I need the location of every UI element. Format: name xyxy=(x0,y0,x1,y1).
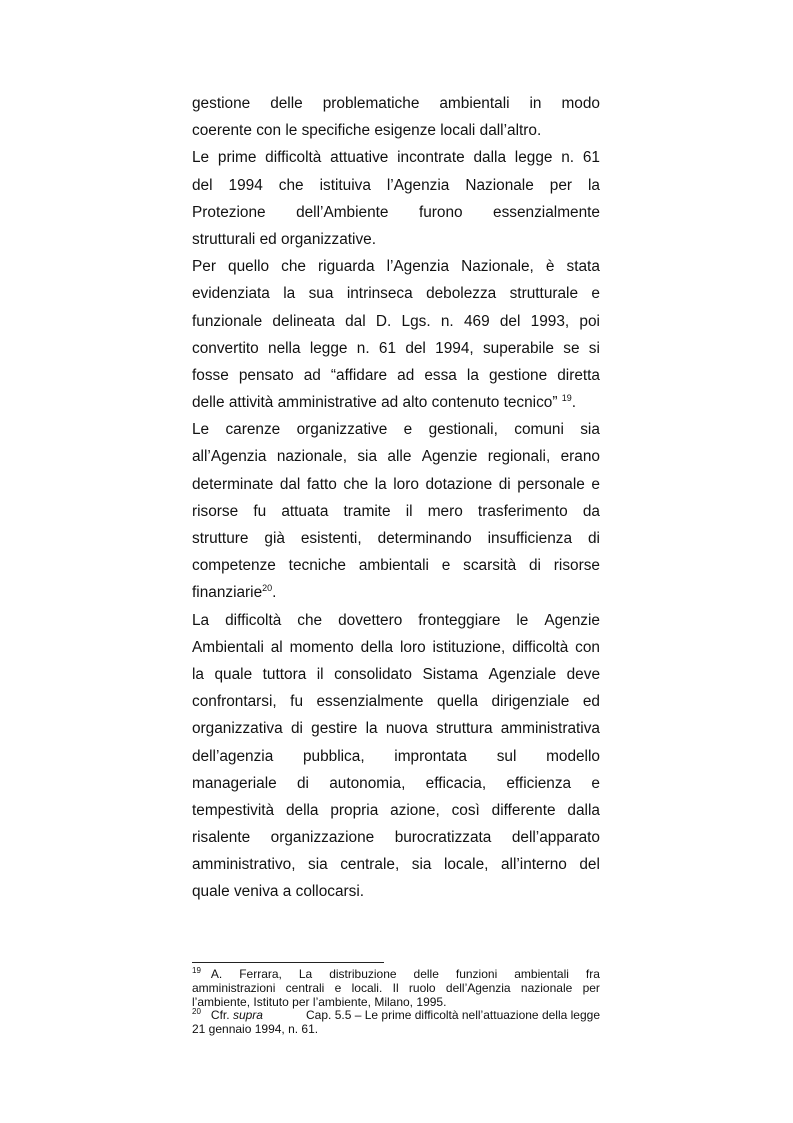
word: il xyxy=(405,502,413,520)
word: organizzazione xyxy=(270,829,375,847)
word: D. xyxy=(375,312,392,330)
word: quella xyxy=(436,693,479,711)
word: di xyxy=(296,774,309,792)
text-line xyxy=(192,335,600,362)
word: tuttora xyxy=(262,665,307,683)
word: è xyxy=(545,258,555,276)
word: Ambientali xyxy=(192,638,264,656)
word: trasferimento xyxy=(477,502,568,520)
word: sul xyxy=(496,747,517,765)
word: efficacia, xyxy=(425,774,487,792)
word: dirigenziale xyxy=(491,693,570,711)
word: determinate xyxy=(192,475,274,493)
word: l’Agenzia xyxy=(386,258,450,276)
footnote-text: Cap. 5.5 – Le prime difficoltà nell’attuazione della legge xyxy=(306,1008,600,1023)
word: ambientali xyxy=(439,95,510,112)
word: risorse xyxy=(192,502,239,520)
word: ad xyxy=(381,394,399,412)
word: strutturali xyxy=(192,230,256,248)
word: insufficienza xyxy=(487,530,573,547)
footnotes xyxy=(192,968,600,1037)
word: La xyxy=(192,611,210,629)
word: modello xyxy=(546,747,600,765)
word: ad xyxy=(303,366,321,384)
text-line xyxy=(192,416,600,443)
word: Nazionale, xyxy=(461,258,534,276)
word: carenze xyxy=(225,421,281,439)
word: Agenziale xyxy=(488,665,557,683)
text-line xyxy=(192,661,600,688)
word: risorse xyxy=(553,557,600,575)
word: diretta xyxy=(557,366,600,384)
word: ambientali xyxy=(514,967,569,981)
word: convertito xyxy=(192,339,259,357)
word: gestione xyxy=(192,95,251,112)
word: Milano, xyxy=(374,994,414,1009)
word: struttura xyxy=(436,720,493,738)
word: personale xyxy=(517,475,585,493)
word: n. xyxy=(440,312,454,330)
word: fosse xyxy=(192,366,229,384)
text-line xyxy=(192,498,600,525)
paragraph xyxy=(192,253,600,416)
word: stata xyxy=(566,258,600,276)
word: essenzialmente xyxy=(493,203,600,221)
text-line xyxy=(192,90,600,117)
word: regionali, xyxy=(487,448,551,466)
word: delineata xyxy=(272,312,335,330)
footnote-text: 21 gennaio 1994, n. 61. xyxy=(192,1022,319,1037)
word: erano xyxy=(560,448,600,466)
word: dalla xyxy=(473,149,507,167)
word: Istituto xyxy=(253,994,289,1009)
footnote-ref-20[interactable]: 20 xyxy=(262,583,273,594)
word: sia xyxy=(580,421,600,439)
text-line xyxy=(192,117,600,144)
footnote-line xyxy=(192,982,600,996)
word: per xyxy=(549,176,573,194)
text-line xyxy=(192,878,600,905)
word: di xyxy=(290,720,303,738)
word: del xyxy=(405,339,426,357)
word: all’Agenzia xyxy=(192,448,267,466)
word: fu xyxy=(253,502,267,520)
word: e xyxy=(334,980,342,995)
text-line xyxy=(192,389,600,416)
word: superabile xyxy=(482,339,554,357)
word: amministrativa xyxy=(500,720,600,738)
word: dal xyxy=(279,475,301,493)
word: fra xyxy=(585,967,600,981)
punctuation: . xyxy=(272,584,277,602)
word: essenzialmente xyxy=(316,693,424,711)
body-text xyxy=(192,90,600,906)
word: dall’altro. xyxy=(479,122,542,140)
word: da xyxy=(582,502,600,520)
word: improntata xyxy=(394,747,467,765)
word: che xyxy=(297,611,323,629)
footnote-number: 20 xyxy=(192,1007,201,1017)
word: ambientali xyxy=(358,557,429,575)
word: riguarda xyxy=(318,258,375,276)
word: scarsità xyxy=(463,557,517,575)
word: loro xyxy=(393,475,419,493)
punctuation: . xyxy=(571,394,577,412)
word: evidenziata xyxy=(192,285,270,303)
word: dell’apparato xyxy=(511,829,600,847)
word: e xyxy=(591,285,600,303)
word: debolezza xyxy=(426,285,497,303)
word: al xyxy=(270,638,283,656)
paragraph xyxy=(192,144,600,253)
word: collocarsi. xyxy=(295,883,365,901)
word: di xyxy=(587,530,600,547)
word: finanziarie$^{20}$. xyxy=(192,583,277,602)
word: si xyxy=(588,339,600,357)
word: difficoltà xyxy=(512,638,569,656)
word: sia xyxy=(308,856,328,874)
word: organizzative. xyxy=(281,230,376,248)
word: con xyxy=(256,122,282,140)
word: intrinseca xyxy=(346,285,413,303)
text-line xyxy=(192,226,600,253)
word: l’ambiente, xyxy=(192,994,251,1009)
paragraph xyxy=(192,90,600,144)
word: amministrazioni xyxy=(192,980,276,995)
word: propria xyxy=(330,801,379,819)
word: tempestività xyxy=(192,801,275,819)
word: di xyxy=(498,475,511,493)
word: nella xyxy=(268,339,301,357)
word: e xyxy=(441,557,451,575)
word: dal xyxy=(345,312,366,330)
word: 61 xyxy=(378,339,397,357)
word: dovettero xyxy=(338,611,403,629)
word: specifiche xyxy=(301,122,371,140)
paragraph xyxy=(192,607,600,906)
text-line xyxy=(192,144,600,171)
word: del xyxy=(192,176,213,194)
word: Ferrara, xyxy=(239,967,282,981)
footnote-italic: supra xyxy=(232,1008,263,1023)
word: della xyxy=(360,638,394,656)
word: Le xyxy=(192,421,210,439)
word: deve xyxy=(566,665,600,683)
word: del xyxy=(499,312,521,330)
footnote-19-lead: $^{19}$ A. xyxy=(192,966,223,981)
word: ad xyxy=(397,366,415,384)
footnote-ref-19[interactable]: 19 xyxy=(561,393,572,404)
word: risalente xyxy=(192,829,251,847)
word: delle xyxy=(413,967,439,981)
word: la xyxy=(192,665,204,683)
text-line xyxy=(192,552,600,579)
word: tecnico” $^{19}$. xyxy=(503,393,577,412)
word: difficoltà xyxy=(265,149,322,167)
word: n. xyxy=(356,339,370,357)
word: e xyxy=(403,421,413,439)
word: attività xyxy=(228,394,274,412)
word: la xyxy=(588,176,600,194)
word: ruolo xyxy=(408,980,436,995)
word: le xyxy=(516,611,529,629)
word: l’Agenzia xyxy=(386,176,450,194)
word: 1995. xyxy=(416,994,447,1009)
text-line xyxy=(192,525,600,552)
word: 1993, xyxy=(530,312,570,330)
word: azione, xyxy=(390,801,440,819)
text-line xyxy=(192,851,600,878)
word: pensato xyxy=(238,366,294,384)
text-line xyxy=(192,443,600,470)
word: efficienza xyxy=(506,774,572,792)
word: che xyxy=(343,475,369,493)
word: strutturale xyxy=(509,285,579,303)
text-line xyxy=(192,362,600,389)
footnote-19 xyxy=(192,968,600,1009)
word: gestione xyxy=(488,366,548,384)
word: quale xyxy=(214,665,253,683)
word: dell’Agenzia xyxy=(445,980,511,995)
word: locali. xyxy=(351,980,383,995)
word: fronteggiare xyxy=(418,611,501,629)
word: la xyxy=(466,366,479,384)
text-line xyxy=(192,824,600,851)
word: tramite xyxy=(343,502,391,520)
word: legge xyxy=(309,339,348,357)
word: distribuzione xyxy=(329,967,397,981)
word: funzionale xyxy=(192,312,263,330)
word: esigenze xyxy=(374,122,436,140)
text-line xyxy=(192,308,600,335)
word: centrali xyxy=(285,980,325,995)
footnote-line xyxy=(192,1009,600,1023)
text-line xyxy=(192,797,600,824)
word: alle xyxy=(387,448,412,466)
word: per xyxy=(582,980,600,995)
word: 1994, xyxy=(435,339,474,357)
word: autonomia, xyxy=(329,774,406,792)
word: centrale, xyxy=(340,856,400,874)
text-line xyxy=(192,199,600,226)
word: del xyxy=(579,856,600,874)
word: il xyxy=(316,665,324,683)
word: e xyxy=(591,774,600,792)
footnote-separator xyxy=(192,962,384,963)
word: fu xyxy=(290,693,304,711)
word: legge xyxy=(514,149,553,167)
word: esistenti, xyxy=(300,530,362,547)
word: comuni xyxy=(514,421,564,439)
text-line xyxy=(192,172,600,199)
word: pubblica, xyxy=(302,747,365,765)
word: la xyxy=(365,720,378,738)
word: Per xyxy=(192,258,216,276)
word: n. xyxy=(561,149,575,167)
word: locali xyxy=(440,122,476,140)
text-line xyxy=(192,770,600,797)
word: la xyxy=(283,285,296,303)
word: gestionali, xyxy=(428,421,498,439)
word: funzioni xyxy=(455,967,498,981)
word: che xyxy=(278,176,304,194)
word: l’ambiente, xyxy=(312,994,371,1009)
word: dalla xyxy=(567,801,600,819)
word: quello xyxy=(228,258,270,276)
footnote-20 xyxy=(192,1009,600,1037)
word: organizzative xyxy=(296,421,388,439)
text-line xyxy=(192,715,600,742)
word: poi xyxy=(579,312,600,330)
paragraph xyxy=(192,416,600,606)
word: istituiva xyxy=(319,176,371,194)
word: con xyxy=(575,638,600,656)
word: contenuto xyxy=(431,394,500,412)
word: difficoltà xyxy=(225,611,282,629)
word: la xyxy=(374,475,387,493)
word: Protezione xyxy=(192,203,266,221)
word: già xyxy=(264,530,285,547)
word: per xyxy=(292,994,310,1009)
word: amministrative xyxy=(277,394,377,412)
word: dotazione xyxy=(425,475,493,493)
word: determinando xyxy=(377,530,472,547)
word: ed xyxy=(582,693,600,711)
word: Lgs. xyxy=(401,312,431,330)
footnote-number: 19 xyxy=(192,966,201,975)
word: mero xyxy=(427,502,463,520)
word: Agenzie xyxy=(544,611,600,629)
word: in xyxy=(529,95,542,112)
word: 61 xyxy=(582,149,600,167)
word: strutture xyxy=(192,530,249,547)
word: dell’agenzia xyxy=(192,747,274,765)
word: loro xyxy=(399,638,426,656)
word: Le xyxy=(192,149,210,167)
word: La xyxy=(298,967,313,981)
word: di xyxy=(529,557,541,575)
footnote-line xyxy=(192,968,600,982)
word: locale, xyxy=(443,856,489,874)
word: prime xyxy=(217,149,257,167)
word: così xyxy=(451,801,480,819)
word: tecniche xyxy=(288,557,346,575)
word: competenze xyxy=(192,557,276,575)
text-line xyxy=(192,607,600,634)
footnote-line xyxy=(192,1023,600,1037)
word: e xyxy=(591,475,600,493)
word: amministrativo, xyxy=(192,856,296,874)
word: attuata xyxy=(281,502,329,520)
word: nazionale, xyxy=(276,448,347,466)
word: istituzione, xyxy=(432,638,506,656)
word: sia xyxy=(411,856,432,874)
word: delle xyxy=(192,394,225,412)
word: attuative xyxy=(330,149,389,167)
word: coerente xyxy=(192,122,252,140)
text-line xyxy=(192,634,600,661)
word: sia xyxy=(357,448,378,466)
word: nazionale xyxy=(520,980,573,995)
word: a xyxy=(282,883,292,901)
word: quale xyxy=(192,883,230,901)
word: sua xyxy=(308,285,334,303)
word: della xyxy=(285,801,319,819)
word: 1994 xyxy=(228,176,263,194)
text-line xyxy=(192,579,600,606)
text-line xyxy=(192,280,600,307)
word: Sistama xyxy=(422,665,479,683)
text-line xyxy=(192,253,600,280)
word: fatto xyxy=(306,475,337,493)
word: problematiche xyxy=(322,95,420,112)
word: furono xyxy=(418,203,463,221)
word: incontrate xyxy=(397,149,465,167)
text-line xyxy=(192,688,600,715)
word: 469 xyxy=(463,312,490,330)
word: alto xyxy=(402,394,428,412)
word: differente xyxy=(491,801,556,819)
word: dell’Ambiente xyxy=(296,203,389,221)
word: veniva xyxy=(233,883,279,901)
word: burocratizzata xyxy=(394,829,492,847)
word: nuova xyxy=(385,720,428,738)
word: Il xyxy=(392,980,399,995)
word: le xyxy=(285,122,298,140)
word: ed xyxy=(259,230,277,248)
word: se xyxy=(563,339,580,357)
word: essa xyxy=(424,366,457,384)
text-line xyxy=(192,471,600,498)
word: consolidato xyxy=(334,665,412,683)
word: delle xyxy=(270,95,303,112)
word: momento xyxy=(289,638,354,656)
footnote-20-lead xyxy=(192,1009,263,1023)
text-line xyxy=(192,743,600,770)
word: Agenzie xyxy=(421,448,478,466)
word: organizzativa xyxy=(192,720,283,738)
word: “affidare xyxy=(330,366,388,384)
word: Nazionale xyxy=(465,176,534,194)
word: gestire xyxy=(311,720,358,738)
word: confrontarsi, xyxy=(192,693,277,711)
footnote-prefix: Cfr. xyxy=(210,1008,230,1023)
word: all’interno xyxy=(500,856,567,874)
word: che xyxy=(281,258,306,276)
word: modo xyxy=(561,95,600,112)
word: manageriale xyxy=(192,774,277,792)
